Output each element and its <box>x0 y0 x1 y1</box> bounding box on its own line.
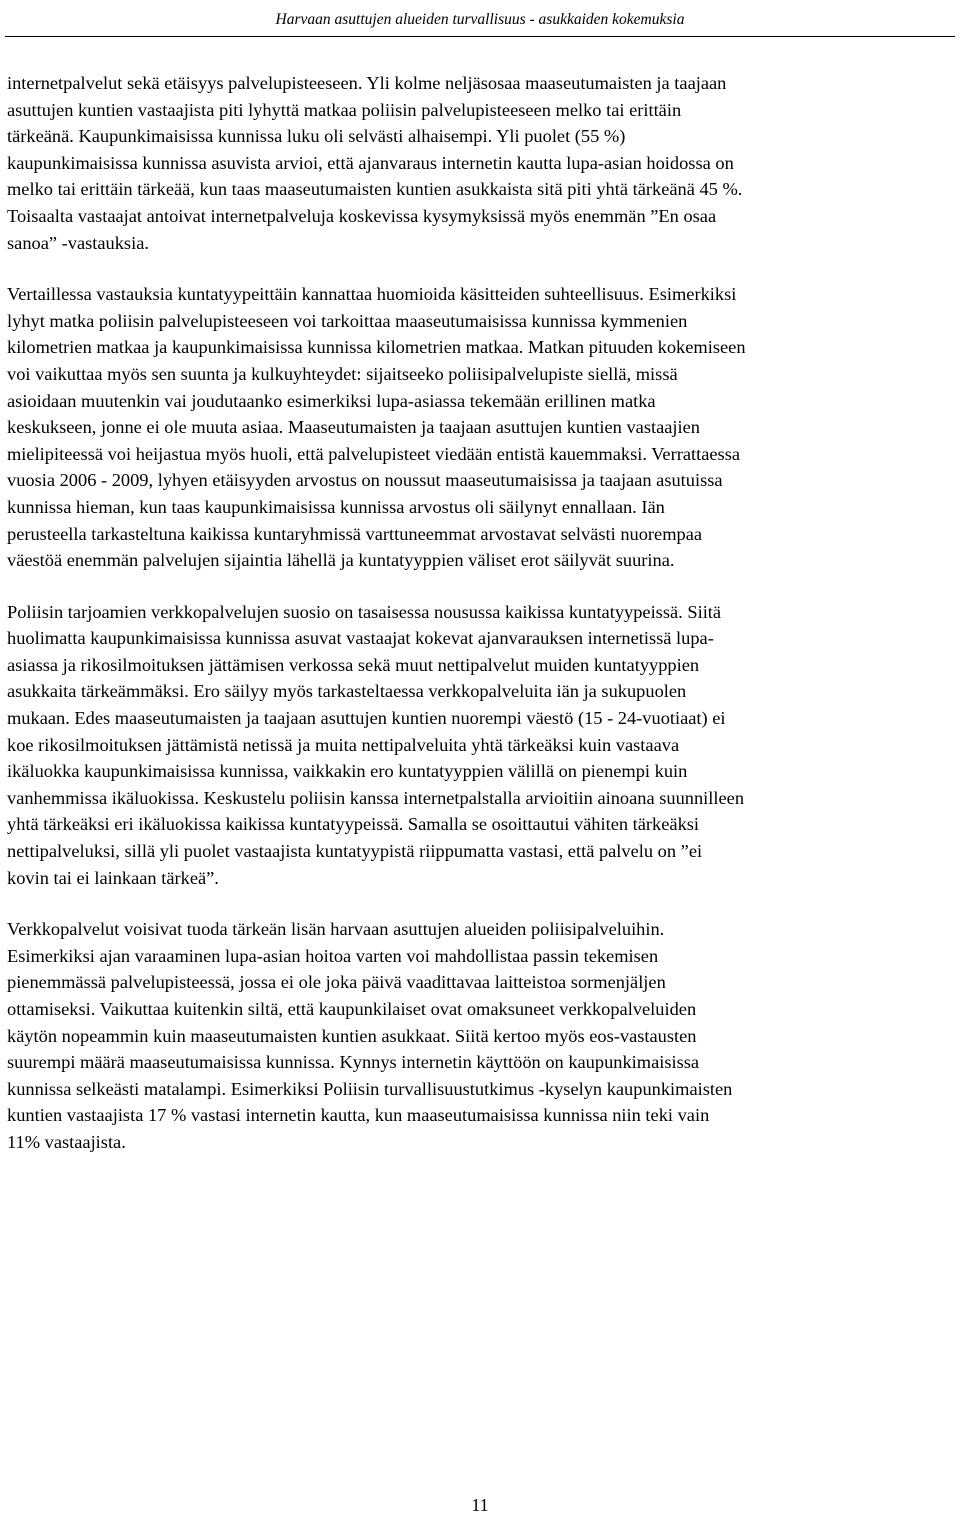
text-line: vanhemmissa ikäluokissa. Keskustelu poliisin kanssa internetpalstalla arvioitiin ainoana suunnilleen <box>7 787 745 808</box>
text-line: lyhyt matka poliisin palvelupisteeseen voi tarkoittaa maaseutumaisissa kunnissa kymmenien <box>7 310 688 331</box>
text-line: asiassa ja rikosilmoituksen jättämisen verkossa sekä muut nettipalvelut muiden kuntatyyppien <box>7 654 700 675</box>
text-line: yhtä tärkeäksi eri ikäluokissa kaikissa kuntatyypeissä. Samalla se osoittautui vähiten tärkeäksi <box>7 814 700 835</box>
text-line: kunnissa hieman, kun taas kaupunkimaisissa kunnissa arvostus oli säilynyt ennallaan. Iän <box>7 496 665 517</box>
text-line: kaupunkimaisissa kunnissa asuvista arvioi, että ajanvaraus internetin kautta lupa-asian hoidossa on <box>7 152 734 173</box>
text-line: internetpalvelut sekä etäisyys palvelupisteeseen. Yli kolme neljäsosaa maaseutumaisten ja taajaan <box>7 73 727 93</box>
text-line: kunnissa selkeästi matalampi. Esimerkiksi Poliisin turvallisuustutkimus -kyselyn kaupunkimaisten <box>7 1078 733 1099</box>
text-line: Poliisin tarjoamien verkkopalvelujen suosio on tasaisessa nousussa kaikissa kuntatyypeissä. Siitä <box>7 601 722 622</box>
text-line: kovin tai ei lainkaan tärkeä”. <box>7 867 219 888</box>
text-line: perusteella tarkasteltuna kaikissa kuntaryhmissä varttuneemmat arvostavat selvästi nuorempaa <box>7 523 703 544</box>
text-line: Verkkopalvelut voisivat tuoda tärkeän lisän harvaan asuttujen alueiden poliisipalveluihin. <box>7 919 665 940</box>
text-line: sanoa” -vastauksia. <box>7 232 149 253</box>
text-line: käytön nopeammin kuin maaseutumaisten kuntien asukkaat. Siitä kertoo myös eos-vastausten <box>7 1025 697 1046</box>
text-line: pienemmässä palvelupisteessä, jossa ei ole joka päivä vaadittavaa laitteistoa sormenjäljen <box>7 972 666 993</box>
text-line: 11% vastaajista. <box>7 1131 126 1152</box>
text-line: vuosia 2006 - 2009, lyhyen etäisyyden arvostus on noussut maaseutumaisissa ja taajaan asutuissa <box>7 470 723 491</box>
paragraph-3 <box>7 599 955 892</box>
text-line: ikäluokka kaupunkimaisissa kunnissa, vaikkakin ero kuntatyyppien välillä on pienempi kuin <box>7 761 688 782</box>
text-line: mielipiteessä voi heijastua myös huoli, että palvelupisteet viedään entistä kauemmaksi. Verrattaessa <box>7 443 741 464</box>
text-line: kilometrien matkaa ja kaupunkimaisissa kunnissa kilometrien matkaa. Matkan pituuden kokemiseen <box>7 337 746 358</box>
paragraph-1 <box>7 70 955 256</box>
text-line: koe rikosilmoituksen jättämistä netissä ja muita nettipalveluita yhtä tärkeäksi kuin vastaava <box>7 734 680 755</box>
text-line: asuttujen kuntien vastaajista piti lyhyttä matkaa poliisin palvelupisteeseen melko tai erittäin <box>7 99 682 120</box>
text-line: nettipalveluksi, sillä yli puolet vastaajista kuntatyypistä riippumatta vastasi, että palvelu on ”ei <box>7 841 703 862</box>
text-line: asioidaan muutenkin vai joudutaanko esimerkiksi lupa-asiassa tekemään erillinen matka <box>7 390 656 411</box>
text-line: huolimatta kaupunkimaisissa kunnissa asuvat vastaajat kokevat ajanvarauksen internetissä lupa- <box>7 628 714 649</box>
text-line: asukkaita tärkeämmäksi. Ero säilyy myös tarkasteltaessa verkkopalveluita iän ja sukupuolen <box>7 681 687 702</box>
running-header: Harvaan asuttujen alueiden turvallisuus - asukkaiden kokemuksia <box>275 11 685 28</box>
text-line: ottamiseksi. Vaikuttaa kuitenkin siltä, että kaupunkilaiset ovat omaksuneet verkkopalveluiden <box>7 999 697 1019</box>
text-line: tärkeänä. Kaupunkimaisissa kunnissa luku oli selvästi alhaisempi. Yli puolet (55 %) <box>7 126 626 147</box>
text-line: väestöä enemmän palvelujen sijaintia lähellä ja kuntatyyppien väliset erot säilyvät suurina. <box>7 550 675 571</box>
header-rule <box>5 36 955 37</box>
text-line: mukaan. Edes maaseutumaisten ja taajaan asuttujen kuntien nuorempi väestö (15 - 24-vuotiaat) ei <box>7 708 726 729</box>
text-line: suurempi määrä maaseutumaisissa kunnissa. Kynnys internetin käyttöön on kaupunkimaisissa <box>7 1052 700 1073</box>
paragraph-4 <box>7 916 955 1155</box>
text-line: melko tai erittäin tärkeää, kun taas maaseutumaisten kuntien asukkaista sitä piti yhtä tärkeänä 45 %. <box>7 179 743 200</box>
page-number: 11 <box>471 1495 489 1515</box>
text-line: voi vaikuttaa myös sen suunta ja kulkuyhteydet: sijaitseeko poliisipalvelupiste siellä, missä <box>7 363 678 384</box>
text-line: Vertaillessa vastauksia kuntatyypeittäin kannattaa huomioida käsitteiden suhteellisuus. Esimerkiksi <box>7 284 737 305</box>
text-line: kuntien vastaajista 17 % vastasi internetin kautta, kun maaseutumaisissa kunnissa niin teki vain <box>7 1105 710 1126</box>
text-line: keskukseen, jonne ei ole muuta asiaa. Maaseutumaisten ja taajaan asuttujen kuntien vastaajien <box>7 417 700 438</box>
body-text <box>7 70 955 1181</box>
paragraph-2 <box>7 281 955 574</box>
text-line: Esimerkiksi ajan varaaminen lupa-asian hoitoa varten voi mahdollistaa passin tekemisen <box>7 945 659 966</box>
text-line: Toisaalta vastaajat antoivat internetpalveluja koskevissa kysymyksissä myös enemmän ”En osaa <box>7 205 717 226</box>
